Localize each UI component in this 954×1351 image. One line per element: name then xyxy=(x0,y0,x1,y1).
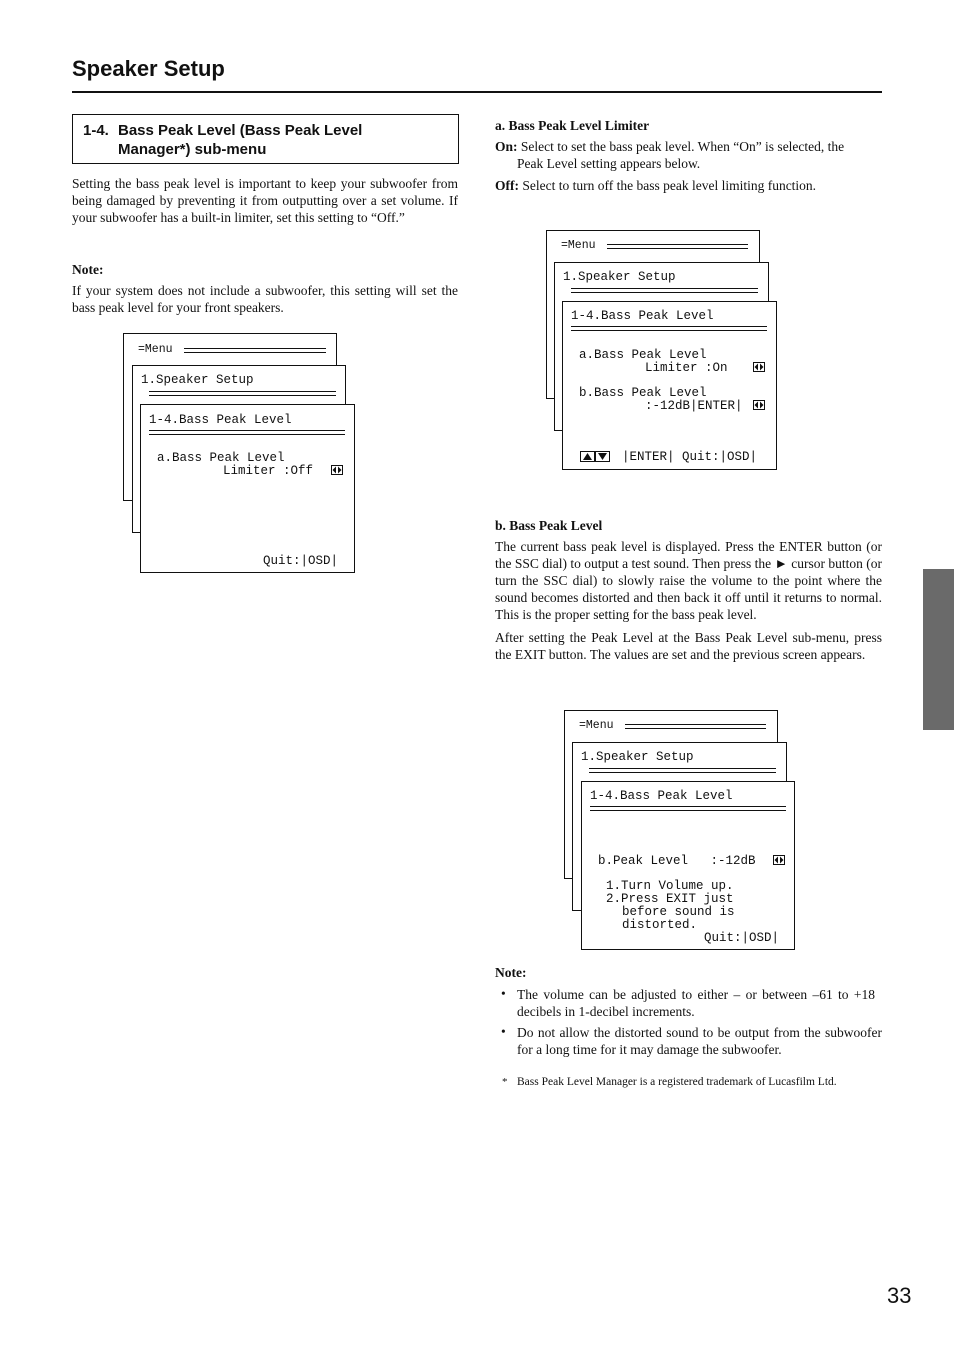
bullet: • xyxy=(501,986,506,1001)
osd3-step-1: 1.Turn Volume up. xyxy=(606,879,734,893)
left-right-arrows-icon xyxy=(753,400,765,410)
osd2-submenu-panel xyxy=(562,301,777,470)
footnote-mark: * xyxy=(502,1076,508,1088)
note-item-1: The volume can be adjusted to either – or between –61 to +18 decibels in 1-decibel increments. xyxy=(517,987,875,1019)
osd1-submenu-label: 1-4.Bass Peak Level xyxy=(149,413,292,427)
list-item xyxy=(495,986,882,1024)
title-rule xyxy=(72,91,882,93)
osd1-speaker-label: 1.Speaker Setup xyxy=(141,373,254,387)
page-title: Speaker Setup xyxy=(72,56,225,81)
on-text: Select to set the bass peak level. When “On” is selected, the xyxy=(520,139,845,154)
osd3-menu-label: =Menu xyxy=(579,719,614,732)
osd1-quit: Quit:|OSD| xyxy=(263,554,339,568)
left-right-arrows-icon xyxy=(753,362,765,372)
osd2-footer: |ENTER| Quit:|OSD| xyxy=(622,450,758,464)
osd3-step-2-end: distorted. xyxy=(622,918,698,932)
on-text-cont: Peak Level setting appears below. xyxy=(517,156,701,171)
osd3-menu-rule xyxy=(625,724,766,729)
osd1-speaker-rule xyxy=(149,391,336,396)
section-title-line1: Bass Peak Level (Bass Peak Level xyxy=(118,122,363,139)
note-item-2: Do not allow the distorted sound to be output from the subwoofer for a long time for it may damage the subwoofer. xyxy=(517,1025,882,1057)
osd3-step-2: 2.Press EXIT just xyxy=(606,892,734,906)
osd3-quit: Quit:|OSD| xyxy=(704,931,780,945)
osd2-item-a: a.Bass Peak Level xyxy=(579,348,707,362)
note-text: If your system does not include a subwoofer, this setting will set the bass peak level for your front speakers. xyxy=(72,283,458,315)
note-heading-2: Note: xyxy=(495,965,527,980)
section-heading-box xyxy=(72,114,459,164)
osd3-item-b: b.Peak Level :-12dB xyxy=(598,854,756,868)
osd2-item-a-value: Limiter :On xyxy=(645,361,728,375)
osd2-submenu-label: 1-4.Bass Peak Level xyxy=(571,309,714,323)
list-item xyxy=(495,1024,882,1064)
osd2-speaker-label: 1.Speaker Setup xyxy=(563,270,676,284)
osd3-submenu-label: 1-4.Bass Peak Level xyxy=(590,789,733,803)
osd2-speaker-rule xyxy=(571,288,758,293)
b-heading: b. Bass Peak Level xyxy=(495,518,603,533)
intro-paragraph: Setting the bass peak level is important to keep your subwoofer from being damaged by preventing it from outputting over a set volume. If your subwoofer has a built-in limiter, set this setting to “Off.” xyxy=(72,176,458,225)
bullet: • xyxy=(501,1024,506,1039)
on-label: On: xyxy=(495,139,518,154)
b-paragraph-1: The current bass peak level is displayed. Press the ENTER button (or the SSC dial) to output a test sound. Then press the ► cursor button (or turn the SSC dial) to slowly raise the volume to the point where the sound becomes distorted and then back it off until it returns to normal. This is the proper setting for the bass peak level. xyxy=(495,539,882,622)
left-right-arrows-icon xyxy=(331,465,343,475)
osd1-submenu-rule xyxy=(149,430,345,435)
osd3-submenu-rule xyxy=(590,806,786,811)
osd1-submenu-panel xyxy=(140,404,355,573)
osd2-submenu-rule xyxy=(571,326,767,331)
page-number: 33 xyxy=(887,1283,912,1308)
a-heading: a. Bass Peak Level Limiter xyxy=(495,118,650,133)
osd1-menu-label: =Menu xyxy=(138,343,173,356)
osd2-item-b-value: :-12dB|ENTER| xyxy=(645,399,743,413)
osd3-step-2-cont: before sound is xyxy=(622,905,735,919)
up-down-arrows-icon xyxy=(580,451,610,462)
side-thumb-tab xyxy=(923,569,954,730)
osd1-menu-rule xyxy=(184,348,326,353)
note-list xyxy=(495,986,882,1064)
on-line xyxy=(495,138,882,155)
osd3-submenu-panel xyxy=(581,781,795,950)
note-heading: Note: xyxy=(72,262,104,277)
osd1-item-a: a.Bass Peak Level xyxy=(157,451,285,465)
section-number: 1-4. xyxy=(83,122,109,139)
left-right-arrows-icon xyxy=(773,855,785,865)
osd3-speaker-label: 1.Speaker Setup xyxy=(581,750,694,764)
off-label: Off: xyxy=(495,178,519,193)
b-paragraph-2: After setting the Peak Level at the Bass Peak Level sub-menu, press the EXIT button. The values are set and the previous screen appears. xyxy=(495,630,882,662)
off-text: Select to turn off the bass peak level limiting function. xyxy=(522,178,817,193)
osd3-speaker-rule xyxy=(589,768,776,773)
osd2-menu-rule xyxy=(607,244,748,249)
osd2-menu-label: =Menu xyxy=(561,239,596,252)
osd1-item-a-value: Limiter :Off xyxy=(223,464,314,478)
footnote: Bass Peak Level Manager is a registered trademark of Lucasfilm Ltd. xyxy=(517,1076,837,1088)
section-title-line2: Manager*) sub-menu xyxy=(118,141,267,158)
off-line xyxy=(495,177,882,194)
osd2-item-b: b.Bass Peak Level xyxy=(579,386,707,400)
